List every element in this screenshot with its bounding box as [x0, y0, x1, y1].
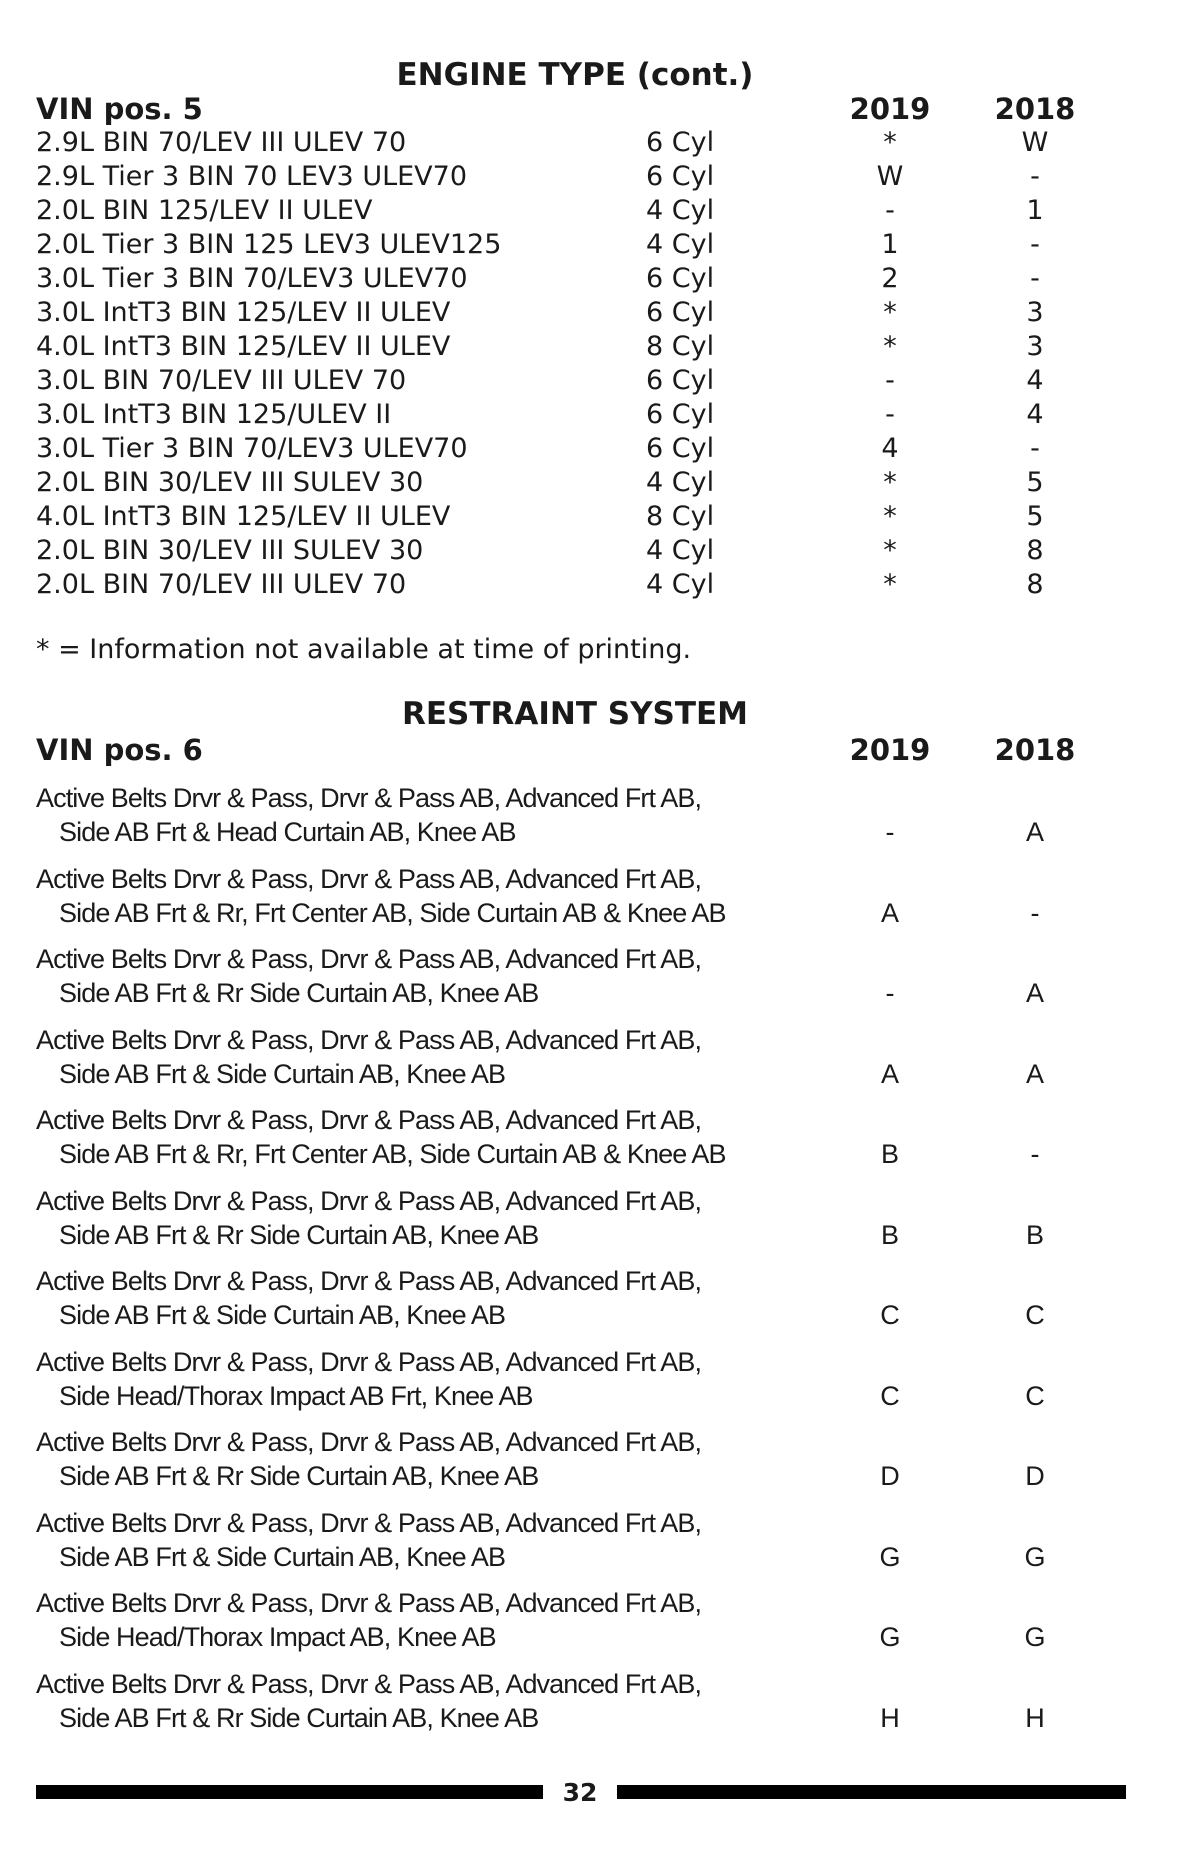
engine-cylinders: 4 Cyl: [646, 535, 715, 566]
engine-vin-header: VIN pos. 5: [36, 92, 203, 126]
engine-cylinders: 4 Cyl: [646, 195, 715, 226]
restraint-row: [0, 942, 1200, 1010]
engine-code-2019: *: [883, 501, 897, 532]
restraint-code-2018: -: [1030, 1139, 1040, 1169]
restraint-code-2019: B: [880, 1139, 899, 1169]
restraint-code-2018: G: [1024, 1542, 1046, 1572]
engine-row: [0, 126, 1200, 160]
restraint-row: [0, 1506, 1200, 1574]
restraint-code-2019: D: [880, 1461, 900, 1491]
engine-code-2018: -: [1030, 263, 1040, 294]
engine-code-2018: 3: [1026, 297, 1044, 328]
engine-description: 2.0L BIN 30/LEV III SULEV 30: [36, 535, 424, 566]
engine-row: [0, 568, 1200, 602]
engine-cylinders: 6 Cyl: [646, 127, 715, 158]
engine-code-2019: *: [883, 127, 897, 158]
restraint-description-line2: Side AB Frt & Rr Side Curtain AB, Knee AB: [59, 1461, 539, 1491]
engine-description: 3.0L IntT3 BIN 125/LEV II ULEV: [36, 297, 451, 328]
engine-cylinders: 4 Cyl: [646, 467, 715, 498]
restraint-description-line2: Side AB Frt & Head Curtain AB, Knee AB: [59, 817, 516, 847]
restraint-code-2019: -: [885, 978, 895, 1008]
restraint-code-2018: B: [1025, 1220, 1044, 1250]
engine-description: 2.0L Tier 3 BIN 125 LEV3 ULEV125: [36, 229, 502, 260]
engine-section-title: ENGINE TYPE (cont.): [396, 57, 754, 93]
restraint-description-line2: Side Head/Thorax Impact AB, Knee AB: [59, 1622, 496, 1652]
engine-description: 4.0L IntT3 BIN 125/LEV II ULEV: [36, 331, 451, 362]
restraint-description-line2: Side AB Frt & Rr Side Curtain AB, Knee AB: [59, 978, 539, 1008]
restraint-description-line1: Active Belts Drvr & Pass, Drvr & Pass AB, Advanced Frt AB,: [36, 1427, 702, 1457]
engine-description: 2.0L BIN 30/LEV III SULEV 30: [36, 467, 424, 498]
engine-cylinders: 8 Cyl: [646, 501, 715, 532]
restraint-description-line1: Active Belts Drvr & Pass, Drvr & Pass AB, Advanced Frt AB,: [36, 1266, 702, 1296]
engine-code-2019: -: [885, 365, 895, 396]
footer-rule-right: [617, 1785, 1126, 1799]
engine-description: 2.0L BIN 70/LEV III ULEV 70: [36, 569, 407, 600]
engine-code-2018: 8: [1026, 535, 1044, 566]
restraint-row: [0, 1184, 1200, 1252]
engine-cylinders: 6 Cyl: [646, 433, 715, 464]
engine-row: [0, 228, 1200, 262]
engine-row: [0, 534, 1200, 568]
restraint-row: [0, 1586, 1200, 1654]
restraint-description-line2: Side AB Frt & Rr, Frt Center AB, Side Curtain AB & Knee AB: [59, 898, 726, 928]
engine-code-2018: 1: [1026, 195, 1044, 226]
engine-row: [0, 432, 1200, 466]
restraint-section-title: RESTRAINT SYSTEM: [401, 696, 749, 732]
engine-code-2018: 3: [1026, 331, 1044, 362]
engine-cylinders: 6 Cyl: [646, 399, 715, 430]
engine-code-2018: -: [1030, 433, 1040, 464]
engine-code-2018: 4: [1026, 399, 1044, 430]
restraint-code-2019: C: [880, 1381, 900, 1411]
engine-code-2019: -: [885, 399, 895, 430]
restraint-code-2019: A: [880, 898, 899, 928]
engine-description: 3.0L IntT3 BIN 125/ULEV II: [36, 399, 392, 430]
engine-code-2018: 4: [1026, 365, 1044, 396]
restraint-row: [0, 781, 1200, 849]
engine-description: 2.0L BIN 125/LEV II ULEV: [36, 195, 373, 226]
restraint-row: [0, 1425, 1200, 1493]
restraint-row: [0, 1345, 1200, 1413]
restraint-description-line1: Active Belts Drvr & Pass, Drvr & Pass AB, Advanced Frt AB,: [36, 1347, 702, 1377]
restraint-code-2019: C: [880, 1300, 900, 1330]
engine-code-2018: 8: [1026, 569, 1044, 600]
restraint-code-2019: B: [880, 1220, 899, 1250]
engine-cylinders: 6 Cyl: [646, 161, 715, 192]
engine-row: [0, 160, 1200, 194]
page-number: 32: [562, 1778, 598, 1807]
engine-code-2019: *: [883, 467, 897, 498]
restraint-description-line2: Side Head/Thorax Impact AB Frt, Knee AB: [59, 1381, 533, 1411]
restraint-code-2018: C: [1025, 1381, 1045, 1411]
restraint-description-line2: Side AB Frt & Side Curtain AB, Knee AB: [59, 1059, 506, 1089]
engine-code-2019: 2: [881, 263, 899, 294]
restraint-description-line2: Side AB Frt & Rr, Frt Center AB, Side Curtain AB & Knee AB: [59, 1139, 726, 1169]
restraint-description-line2: Side AB Frt & Side Curtain AB, Knee AB: [59, 1542, 506, 1572]
engine-code-2019: *: [883, 331, 897, 362]
restraint-description-line2: Side AB Frt & Side Curtain AB, Knee AB: [59, 1300, 506, 1330]
engine-row: [0, 296, 1200, 330]
engine-description: 3.0L Tier 3 BIN 70/LEV3 ULEV70: [36, 263, 468, 294]
engine-cylinders: 4 Cyl: [646, 569, 715, 600]
engine-cylinders: 6 Cyl: [646, 263, 715, 294]
restraint-row: [0, 1023, 1200, 1091]
restraint-code-2018: -: [1030, 898, 1040, 928]
engine-cylinders: 8 Cyl: [646, 331, 715, 362]
engine-code-2019: W: [876, 161, 904, 192]
restraint-row: [0, 1264, 1200, 1332]
restraint-code-2018: C: [1025, 1300, 1045, 1330]
restraint-code-2019: -: [885, 817, 895, 847]
engine-code-2019: 4: [881, 433, 899, 464]
restraint-year-2019-header: 2019: [849, 733, 931, 767]
engine-code-2019: -: [885, 195, 895, 226]
engine-cylinders: 6 Cyl: [646, 297, 715, 328]
engine-cylinders: 4 Cyl: [646, 229, 715, 260]
engine-code-2019: *: [883, 535, 897, 566]
restraint-row: [0, 1103, 1200, 1171]
restraint-description-line1: Active Belts Drvr & Pass, Drvr & Pass AB, Advanced Frt AB,: [36, 1025, 702, 1055]
engine-description: 4.0L IntT3 BIN 125/LEV II ULEV: [36, 501, 451, 532]
engine-description: 3.0L Tier 3 BIN 70/LEV3 ULEV70: [36, 433, 468, 464]
engine-code-2018: 5: [1026, 501, 1044, 532]
engine-row: [0, 398, 1200, 432]
engine-row: [0, 262, 1200, 296]
restraint-description-line1: Active Belts Drvr & Pass, Drvr & Pass AB, Advanced Frt AB,: [36, 864, 702, 894]
engine-row: [0, 330, 1200, 364]
restraint-code-2019: G: [879, 1542, 901, 1572]
restraint-description-line1: Active Belts Drvr & Pass, Drvr & Pass AB, Advanced Frt AB,: [36, 1508, 702, 1538]
engine-code-2018: W: [1021, 127, 1049, 158]
restraint-row: [0, 1667, 1200, 1735]
restraint-code-2018: G: [1024, 1622, 1046, 1652]
restraint-vin-header: VIN pos. 6: [36, 733, 203, 767]
engine-row: [0, 466, 1200, 500]
footer-rule-left: [36, 1785, 543, 1799]
restraint-description-line1: Active Belts Drvr & Pass, Drvr & Pass AB, Advanced Frt AB,: [36, 1669, 702, 1699]
footnote: * = Information not available at time of printing.: [36, 634, 692, 665]
restraint-code-2019: G: [879, 1622, 901, 1652]
engine-code-2019: 1: [881, 229, 899, 260]
engine-code-2018: 5: [1026, 467, 1044, 498]
engine-code-2019: *: [883, 297, 897, 328]
restraint-year-2018-header: 2018: [994, 733, 1076, 767]
restraint-code-2018: A: [1025, 978, 1044, 1008]
restraint-code-2018: D: [1025, 1461, 1045, 1491]
restraint-code-2019: H: [880, 1703, 900, 1733]
engine-year-2019-header: 2019: [849, 92, 931, 126]
restraint-code-2019: A: [880, 1059, 899, 1089]
restraint-description-line1: Active Belts Drvr & Pass, Drvr & Pass AB, Advanced Frt AB,: [36, 1186, 702, 1216]
restraint-description-line1: Active Belts Drvr & Pass, Drvr & Pass AB, Advanced Frt AB,: [36, 944, 702, 974]
restraint-description-line1: Active Belts Drvr & Pass, Drvr & Pass AB, Advanced Frt AB,: [36, 1105, 702, 1135]
engine-description: 2.9L Tier 3 BIN 70 LEV3 ULEV70: [36, 161, 468, 192]
engine-code-2018: -: [1030, 229, 1040, 260]
restraint-row: [0, 862, 1200, 930]
engine-code-2018: -: [1030, 161, 1040, 192]
restraint-code-2018: A: [1025, 817, 1044, 847]
engine-row: [0, 194, 1200, 228]
restraint-description-line1: Active Belts Drvr & Pass, Drvr & Pass AB, Advanced Frt AB,: [36, 1588, 702, 1618]
engine-row: [0, 364, 1200, 398]
engine-cylinders: 6 Cyl: [646, 365, 715, 396]
engine-code-2019: *: [883, 569, 897, 600]
restraint-code-2018: H: [1025, 1703, 1045, 1733]
restraint-description-line2: Side AB Frt & Rr Side Curtain AB, Knee AB: [59, 1220, 539, 1250]
engine-description: 3.0L BIN 70/LEV III ULEV 70: [36, 365, 407, 396]
restraint-code-2018: A: [1025, 1059, 1044, 1089]
restraint-description-line1: Active Belts Drvr & Pass, Drvr & Pass AB, Advanced Frt AB,: [36, 783, 702, 813]
engine-description: 2.9L BIN 70/LEV III ULEV 70: [36, 127, 407, 158]
engine-year-2018-header: 2018: [994, 92, 1076, 126]
engine-row: [0, 500, 1200, 534]
restraint-description-line2: Side AB Frt & Rr Side Curtain AB, Knee AB: [59, 1703, 539, 1733]
